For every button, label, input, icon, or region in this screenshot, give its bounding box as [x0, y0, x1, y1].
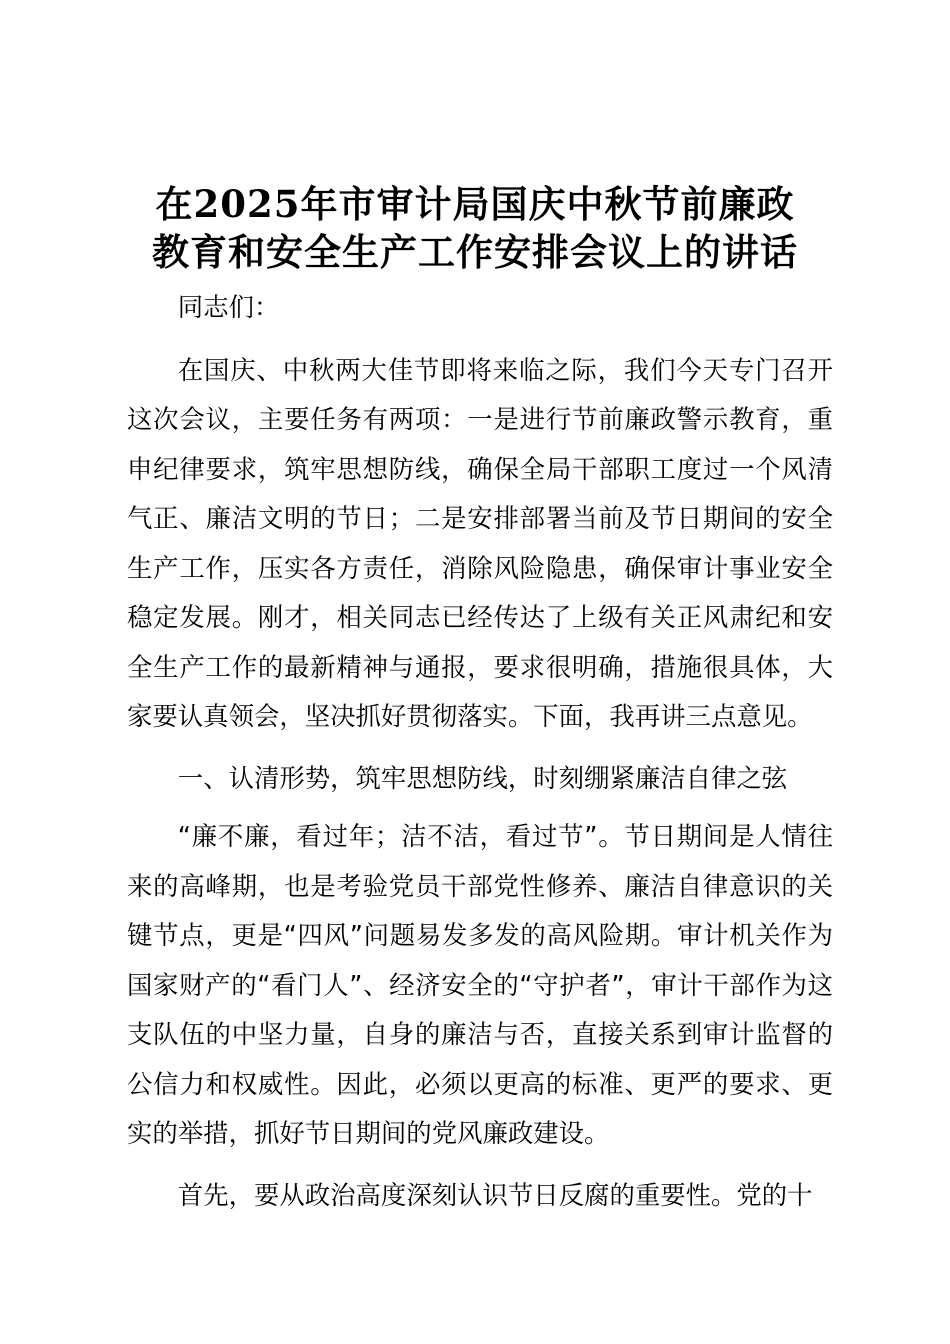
paragraph-intro: 在国庆、中秋两大佳节即将来临之际，我们今天专门召开这次会议，主要任务有两项：一是进行节前廉政警示教育，重申纪律要求，筑牢思想防线，确保全局干部职工度过一个风清气正、廉洁文明的节日；二是安排部署当前及节日期间的安全生产工作，压实各方责任，消除风险隐患，确保审计事业安全稳定发展。刚才，相关同志已经传达了上级有关正风肃纪和安全生产工作的最新精神与通报，要求很明确，措施很具体，大家要认真领会，坚决抓好贯彻落实。下面，我再讲三点意见。: [127, 354, 833, 731]
greeting: 同志们：: [177, 292, 280, 322]
section-heading-1: 一、认清形势，筑牢思想防线，时刻绷紧廉洁自律之弦: [177, 762, 788, 793]
document-body: [127, 283, 833, 1232]
paragraph-first-point: 首先，要从政治高度深刻认识节日反腐的重要性。党的十: [177, 1179, 813, 1210]
paragraph-section-1: “廉不廉，看过年；洁不洁，看过节”。节日期间是人情往来的高峰期，也是考验党员干部党性修养、廉洁自律意识的关键节点，更是“四风”问题易发多发的高风险期。审计机关作为国家财产的“看门人”、经济安全的“守护者”，审计干部作为这支队伍的中坚力量，自身的廉洁与否，直接关系到审计监督的公信力和权威性。因此，必须以更高的标准、更严的要求、更实的举措，抓好节日期间的党风廉政建设。: [127, 821, 833, 1148]
title-line-1: 在2025年市审计局国庆中秋节前廉政: [155, 182, 795, 226]
document-title: [110, 180, 840, 276]
title-line-2: 教育和安全生产工作安排会议上的讲话: [152, 230, 798, 274]
